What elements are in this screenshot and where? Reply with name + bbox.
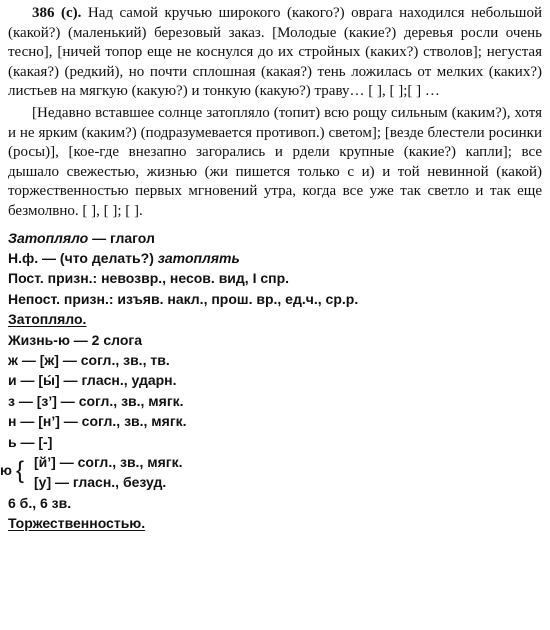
sound-line: ж — [ж] — согл., зв., тв. bbox=[8, 351, 170, 368]
sound-line: з — [з’] — согл., зв., мягк. bbox=[8, 392, 184, 409]
yu-sound-pair bbox=[0, 452, 542, 493]
analysis-line-initial-form bbox=[8, 248, 542, 268]
phonetic-heading: Жизнь-ю — 2 слога bbox=[8, 331, 143, 348]
sound-line: н — [н’] — согл., зв., мягк. bbox=[8, 413, 187, 430]
grammar-analysis bbox=[0, 228, 542, 534]
sound-line: ь — [-] bbox=[8, 433, 53, 450]
sound-line: [й’] — согл., зв., мягк. bbox=[34, 454, 183, 470]
exercise-number: 386 (с). bbox=[32, 5, 82, 21]
initial-form-label: Н.ф. — (что делать?) bbox=[8, 249, 158, 266]
analysis-line-verb bbox=[8, 228, 542, 248]
morphemic-word: Торжественностью. bbox=[8, 515, 146, 532]
sound-line: [у] — гласн., безуд. bbox=[34, 474, 167, 491]
yu-letter: ю bbox=[0, 462, 12, 478]
analyzed-verb: Затопляло bbox=[8, 229, 89, 246]
sound-line: и — [ы́] — гласн., ударн. bbox=[8, 372, 177, 389]
paragraph-2: [Недавно вставшее солнце затопляло (топит) всю рощу сильным (каким?), хотя и не ярким (каким?) (подразумевается противоп.) светом]; [везде блестели росинки (росы)], [кое-где внезапно загорались и рдели крупные (какие?) капли]; все дышало свежестью, жизнью (жи пишется только с и) и той невинной (какой) торжественностью первых мгновений утра, когда все уже так светло и так еще безмолвно. [ ], [ ]; [ ]. bbox=[8, 104, 542, 219]
initial-form-word: затоплять bbox=[157, 249, 240, 266]
analysis-line-verb-rest: — глагол bbox=[88, 229, 155, 246]
paragraph-1 bbox=[8, 4, 542, 102]
analysis-line-variable: Непост. призн.: изъяв. накл., прош. вр., ед.ч., ср.р. bbox=[8, 290, 359, 307]
curly-brace-icon: { bbox=[16, 457, 25, 484]
sound-totals: 6 б., 6 зв. bbox=[8, 494, 72, 511]
analysis-line-verb-underlined: Затопляло. bbox=[8, 311, 87, 328]
paragraph-1-text: Над самой кручью широкого (какого?) оврага находился небольшой (какой?) (маленький) березовый заказ. [Молодые (какие?) деревья росли очень тесно], [ничей топор еще не коснулся до их стройных (каких?) стволов]; негустая (какая?) (редкий), но почти сплошная (какая?) тень ложилась от мелких (каких?) листьев на мягкую (какую?) и тонкую (какую?) траву… [ ], [ ];[ ] … bbox=[8, 5, 542, 100]
analysis-line-constant: Пост. призн.: невозвр., несов. вид, I спр. bbox=[8, 270, 290, 287]
